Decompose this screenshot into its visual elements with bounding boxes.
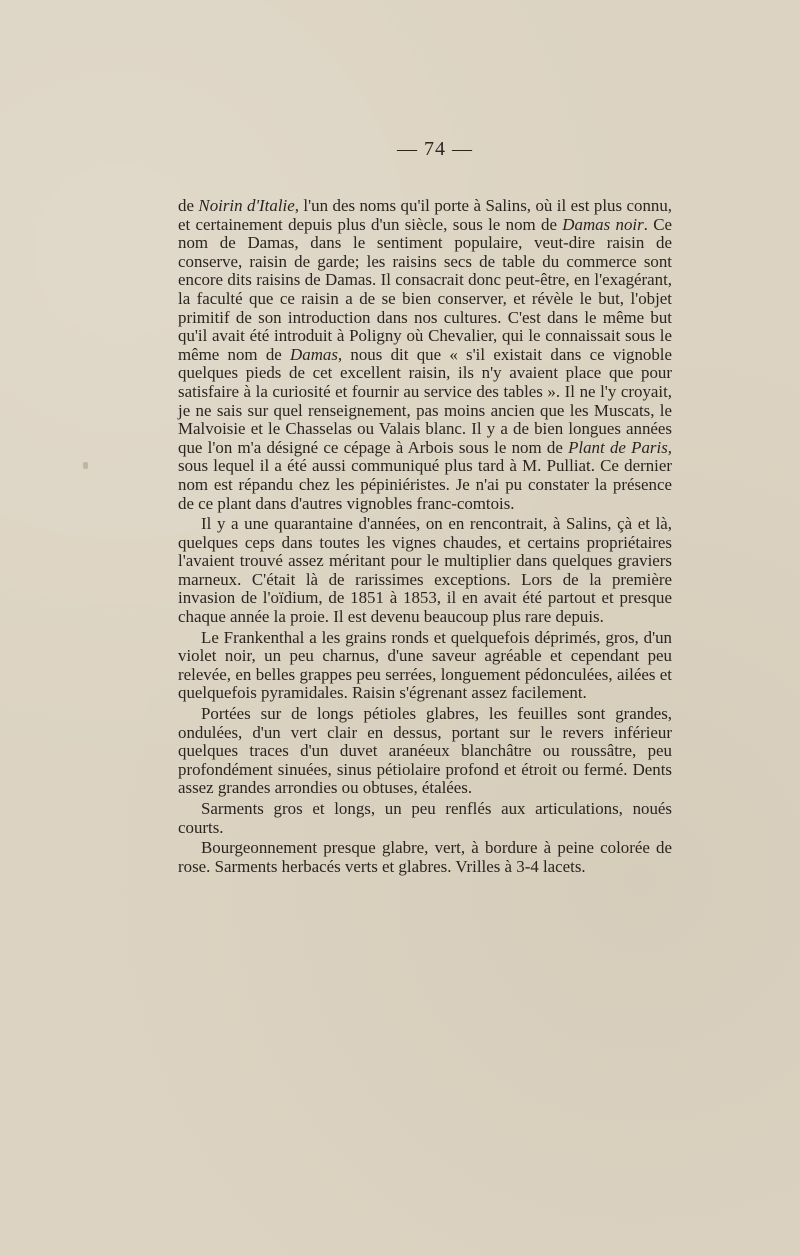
italic-text: Plant de Paris <box>568 437 668 457</box>
text-run: , sous lequel il a été aussi communiqué plus tard à M. Pulliat. Ce dernier nom est répandu chez les pépiniéristes. Je n'ai pu constater la présence de ce plant dans d'autres vignobles franc-comtois. <box>178 437 672 513</box>
text-run: Il y a une quarantaine d'années, on en rencontrait, à Salins, çà et là, quelques ceps dans toutes les vignes chaudes, et certains propriétaires l'avaient trouvé assez méritant pour le multiplier dans quelques graviers marneux. C'était là de rarissimes exceptions. Lors de la première invasion de l'oïdium, de 1851 à 1853, il en avait été partout et presque chaque année la proie. Il est devenu beaucoup plus rare depuis. <box>178 514 672 627</box>
paragraph <box>178 197 672 513</box>
italic-text: Damas noir <box>562 214 644 234</box>
paragraph <box>178 705 672 798</box>
text-run: Portées sur de longs pétioles glabres, les feuilles sont grandes, ondulées, d'un vert clair en dessus, portant sur le revers inférieur quelques traces d'un duvet aranéeux blanchâtre ou roussâtre, peu profondément sinuées, sinus pétiolaire profond et étroit ou fermé. Dents assez grandes arrondies ou obtuses, étalées. <box>178 704 672 798</box>
text-run: Sarments gros et longs, un peu renflés aux articulations, noués courts. <box>178 799 672 837</box>
text-run: Le Frankenthal a les grains ronds et quelquefois déprimés, gros, d'un violet noir, un peu charnus, d'une saveur agréable et cependant peu relevée, en belles grappes peu serrées, longuement pédonculées, ailées et quelquefois pyramidales. Raisin s'égrenant assez facilement. <box>178 627 672 703</box>
text-run: . Ce nom de Damas, dans le sentiment populaire, veut-dire raisin de conserve, raisin de garde; les raisins secs de table du commerce sont encore dits raisins de Damas. Il consacrait donc peut-être, en l'exagérant, la faculté que ce raisin a de se bien conserver, et révèle le but, l'objet primitif de son introduction dans nos cultures. C'est dans le même but qu'il avait été introduit à Poligny où Chevalier, qui le connaissait sous le même nom de <box>178 214 672 364</box>
text-run: de <box>178 196 199 215</box>
body-text <box>178 197 672 876</box>
page-number: — 74 — <box>397 138 473 160</box>
paragraph <box>178 839 672 876</box>
italic-text: Noirin d'Italie <box>198 196 295 215</box>
text-run: , nous dit que « s'il existait dans ce vignoble quelques pieds de cet excellent raisin, ils n'y avaient place que pour satisfaire à la curiosité et fournir au service des tables ». Il ne l'y croyait, je ne sais sur quel renseignement, pas moins ancien que les Muscats, le Malvoisie et le Chasselas ou Valais blanc. Il y a de bien longues années que l'on m'a désigné ce cépage à Arbois sous le nom de <box>178 344 672 457</box>
text-run: , l'un des noms qu'il porte à Salins, où il est plus connu, et certainement depuis plus d'un siècle, sous le nom de <box>178 196 673 234</box>
paper-speck <box>83 462 88 469</box>
paragraph <box>178 515 672 627</box>
document-page <box>178 138 672 876</box>
italic-text: Damas <box>290 344 338 364</box>
paragraph <box>178 629 672 703</box>
paragraph <box>178 800 672 837</box>
text-run: Bourgeonnement presque glabre, vert, à bordure à peine colorée de rose. Sarments herbacés verts et glabres. Vrilles à 3-4 lacets. <box>178 838 672 876</box>
